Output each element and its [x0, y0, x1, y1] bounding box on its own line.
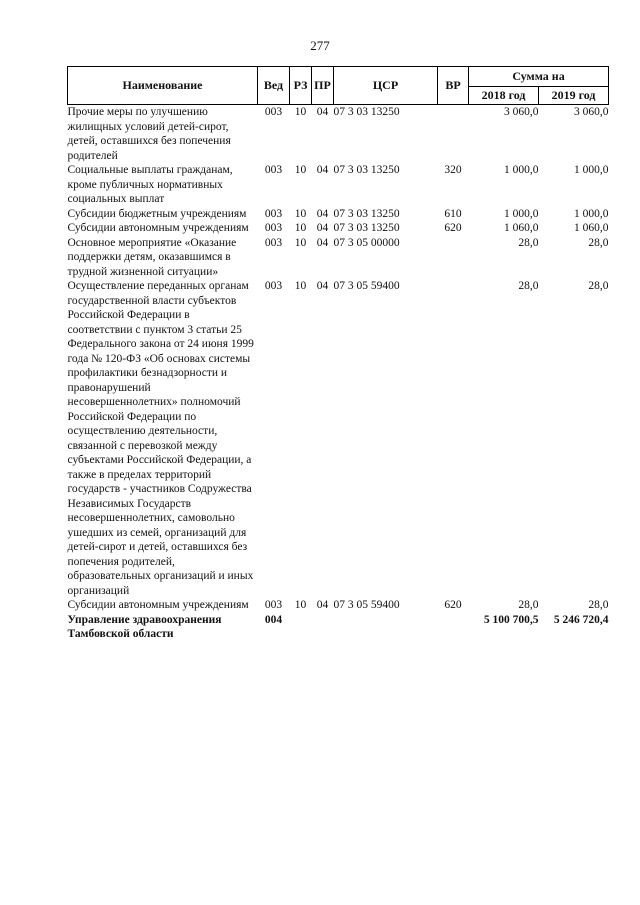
- row-ved: 003: [264, 599, 283, 611]
- row-csr: 07 3 03 13250: [333, 222, 400, 234]
- row-name: Социальные выплаты гражданам, кроме публичных нормативных социальных выплат: [67, 164, 233, 205]
- row-ved: 003: [264, 222, 283, 234]
- row-sum-2019: 3 060,0: [574, 106, 609, 118]
- table-row: [68, 221, 609, 236]
- row-rz: 10: [294, 280, 307, 292]
- header-2019: 2019 год: [539, 87, 609, 105]
- row-pr: 04: [316, 236, 329, 249]
- row-csr: 07 3 05 59400: [333, 280, 400, 292]
- row-pr: 04: [316, 280, 329, 292]
- row-sum-2018: 1 000,0: [504, 164, 539, 176]
- table-row: [68, 105, 609, 164]
- row-rz: 10: [294, 222, 307, 234]
- row-sum-2018: 28,0: [518, 599, 539, 611]
- row-sum-2018: 5 100 700,5: [483, 613, 539, 626]
- table-row: [68, 279, 609, 598]
- row-name: Управление здравоохранения Тамбовской области: [67, 613, 222, 640]
- row-pr: 04: [316, 599, 329, 611]
- row-ved: 003: [264, 207, 283, 220]
- table-row: [68, 207, 609, 222]
- row-sum-2018: 3 060,0: [504, 106, 539, 118]
- row-csr: 07 3 05 59400: [333, 599, 400, 611]
- table-row: [68, 236, 609, 280]
- row-pr: 04: [316, 207, 329, 220]
- row-name: Субсидии бюджетным учреждениям: [67, 207, 247, 220]
- header-csr: ЦСР: [334, 67, 438, 105]
- row-sum-2019: 28,0: [588, 236, 609, 249]
- row-sum-2019: 1 000,0: [574, 207, 609, 220]
- row-rz: [290, 613, 312, 642]
- row-vr: 320: [444, 164, 462, 176]
- row-sum-2019: 28,0: [588, 280, 609, 292]
- row-rz: 10: [294, 599, 307, 611]
- header-sum: Сумма на: [469, 67, 609, 87]
- row-csr: 07 3 03 13250: [333, 106, 400, 118]
- row-sum-2019: 28,0: [588, 599, 609, 611]
- header-pr: ПР: [312, 67, 334, 105]
- table-row: [68, 163, 609, 207]
- row-csr: 07 3 05 00000: [333, 236, 400, 249]
- row-sum-2018: 1 000,0: [504, 207, 539, 220]
- row-pr: 04: [316, 164, 329, 176]
- row-ved: 003: [264, 280, 283, 292]
- row-pr: [312, 613, 334, 642]
- row-vr: 620: [444, 222, 462, 234]
- row-rz: 10: [294, 164, 307, 176]
- row-name: Субсидии автономным учреждениям: [67, 222, 249, 234]
- row-sum-2019: 5 246 720,4: [553, 613, 609, 626]
- table-row: [68, 613, 609, 642]
- row-ved: 003: [264, 106, 283, 118]
- row-sum-2018: 28,0: [518, 236, 539, 249]
- budget-table: [67, 66, 609, 642]
- row-sum-2018: 1 060,0: [504, 222, 539, 234]
- row-vr: [438, 279, 469, 598]
- row-ved: 003: [264, 164, 283, 176]
- row-csr: 07 3 03 13250: [333, 164, 400, 176]
- row-ved: 003: [264, 236, 283, 249]
- row-ved: 004: [264, 613, 283, 626]
- row-vr: 620: [444, 599, 462, 611]
- header-name: Наименование: [68, 67, 258, 105]
- row-vr: [438, 105, 469, 164]
- row-name: Осуществление переданных органам государственной власти субъектов Российской Федерации в соответствии с пунктом 3 статьи 25 Федерального закона от 24 июня 1999 года № 120-ФЗ «Об основах системы профилактики безнадзорности и правонарушений несовершеннолетних» полномочий Российской Федерации по осуществлению деятельности, связанной с перевозкой между субъектами Российской Федерации, а также в пределах территорий государств - участников Содружества Независимых Государств несовершеннолетних, самовольно ушедших из семей, организаций для детей-сирот и детей, оставшихся без попечения родителей, образовательных организаций и иных организаций: [67, 280, 254, 597]
- row-sum-2019: 1 060,0: [574, 222, 609, 234]
- row-vr: [438, 613, 469, 642]
- header-rz: РЗ: [290, 67, 312, 105]
- row-name: Прочие меры по улучшению жилищных условий детей-сирот, детей, оставшихся без попечения родителей: [67, 106, 231, 162]
- row-vr: 610: [444, 207, 462, 220]
- row-csr: 07 3 03 13250: [333, 207, 400, 220]
- row-csr: [334, 613, 438, 642]
- row-pr: 04: [316, 106, 329, 118]
- row-name: Основное мероприятие «Оказание поддержки детям, оказавшимся в трудной жизненной ситуации»: [67, 236, 237, 278]
- row-sum-2018: 28,0: [518, 280, 539, 292]
- row-vr: [438, 236, 469, 280]
- row-rz: 10: [294, 236, 307, 249]
- row-rz: 10: [294, 106, 307, 118]
- header-2018: 2018 год: [469, 87, 539, 105]
- row-pr: 04: [316, 222, 329, 234]
- row-sum-2019: 1 000,0: [574, 164, 609, 176]
- page-number: 277: [310, 38, 330, 53]
- table-row: [68, 598, 609, 613]
- row-name: Субсидии автономным учреждениям: [67, 599, 249, 611]
- header-ved: Вед: [258, 67, 290, 105]
- row-rz: 10: [294, 207, 307, 220]
- header-vr: ВР: [438, 67, 469, 105]
